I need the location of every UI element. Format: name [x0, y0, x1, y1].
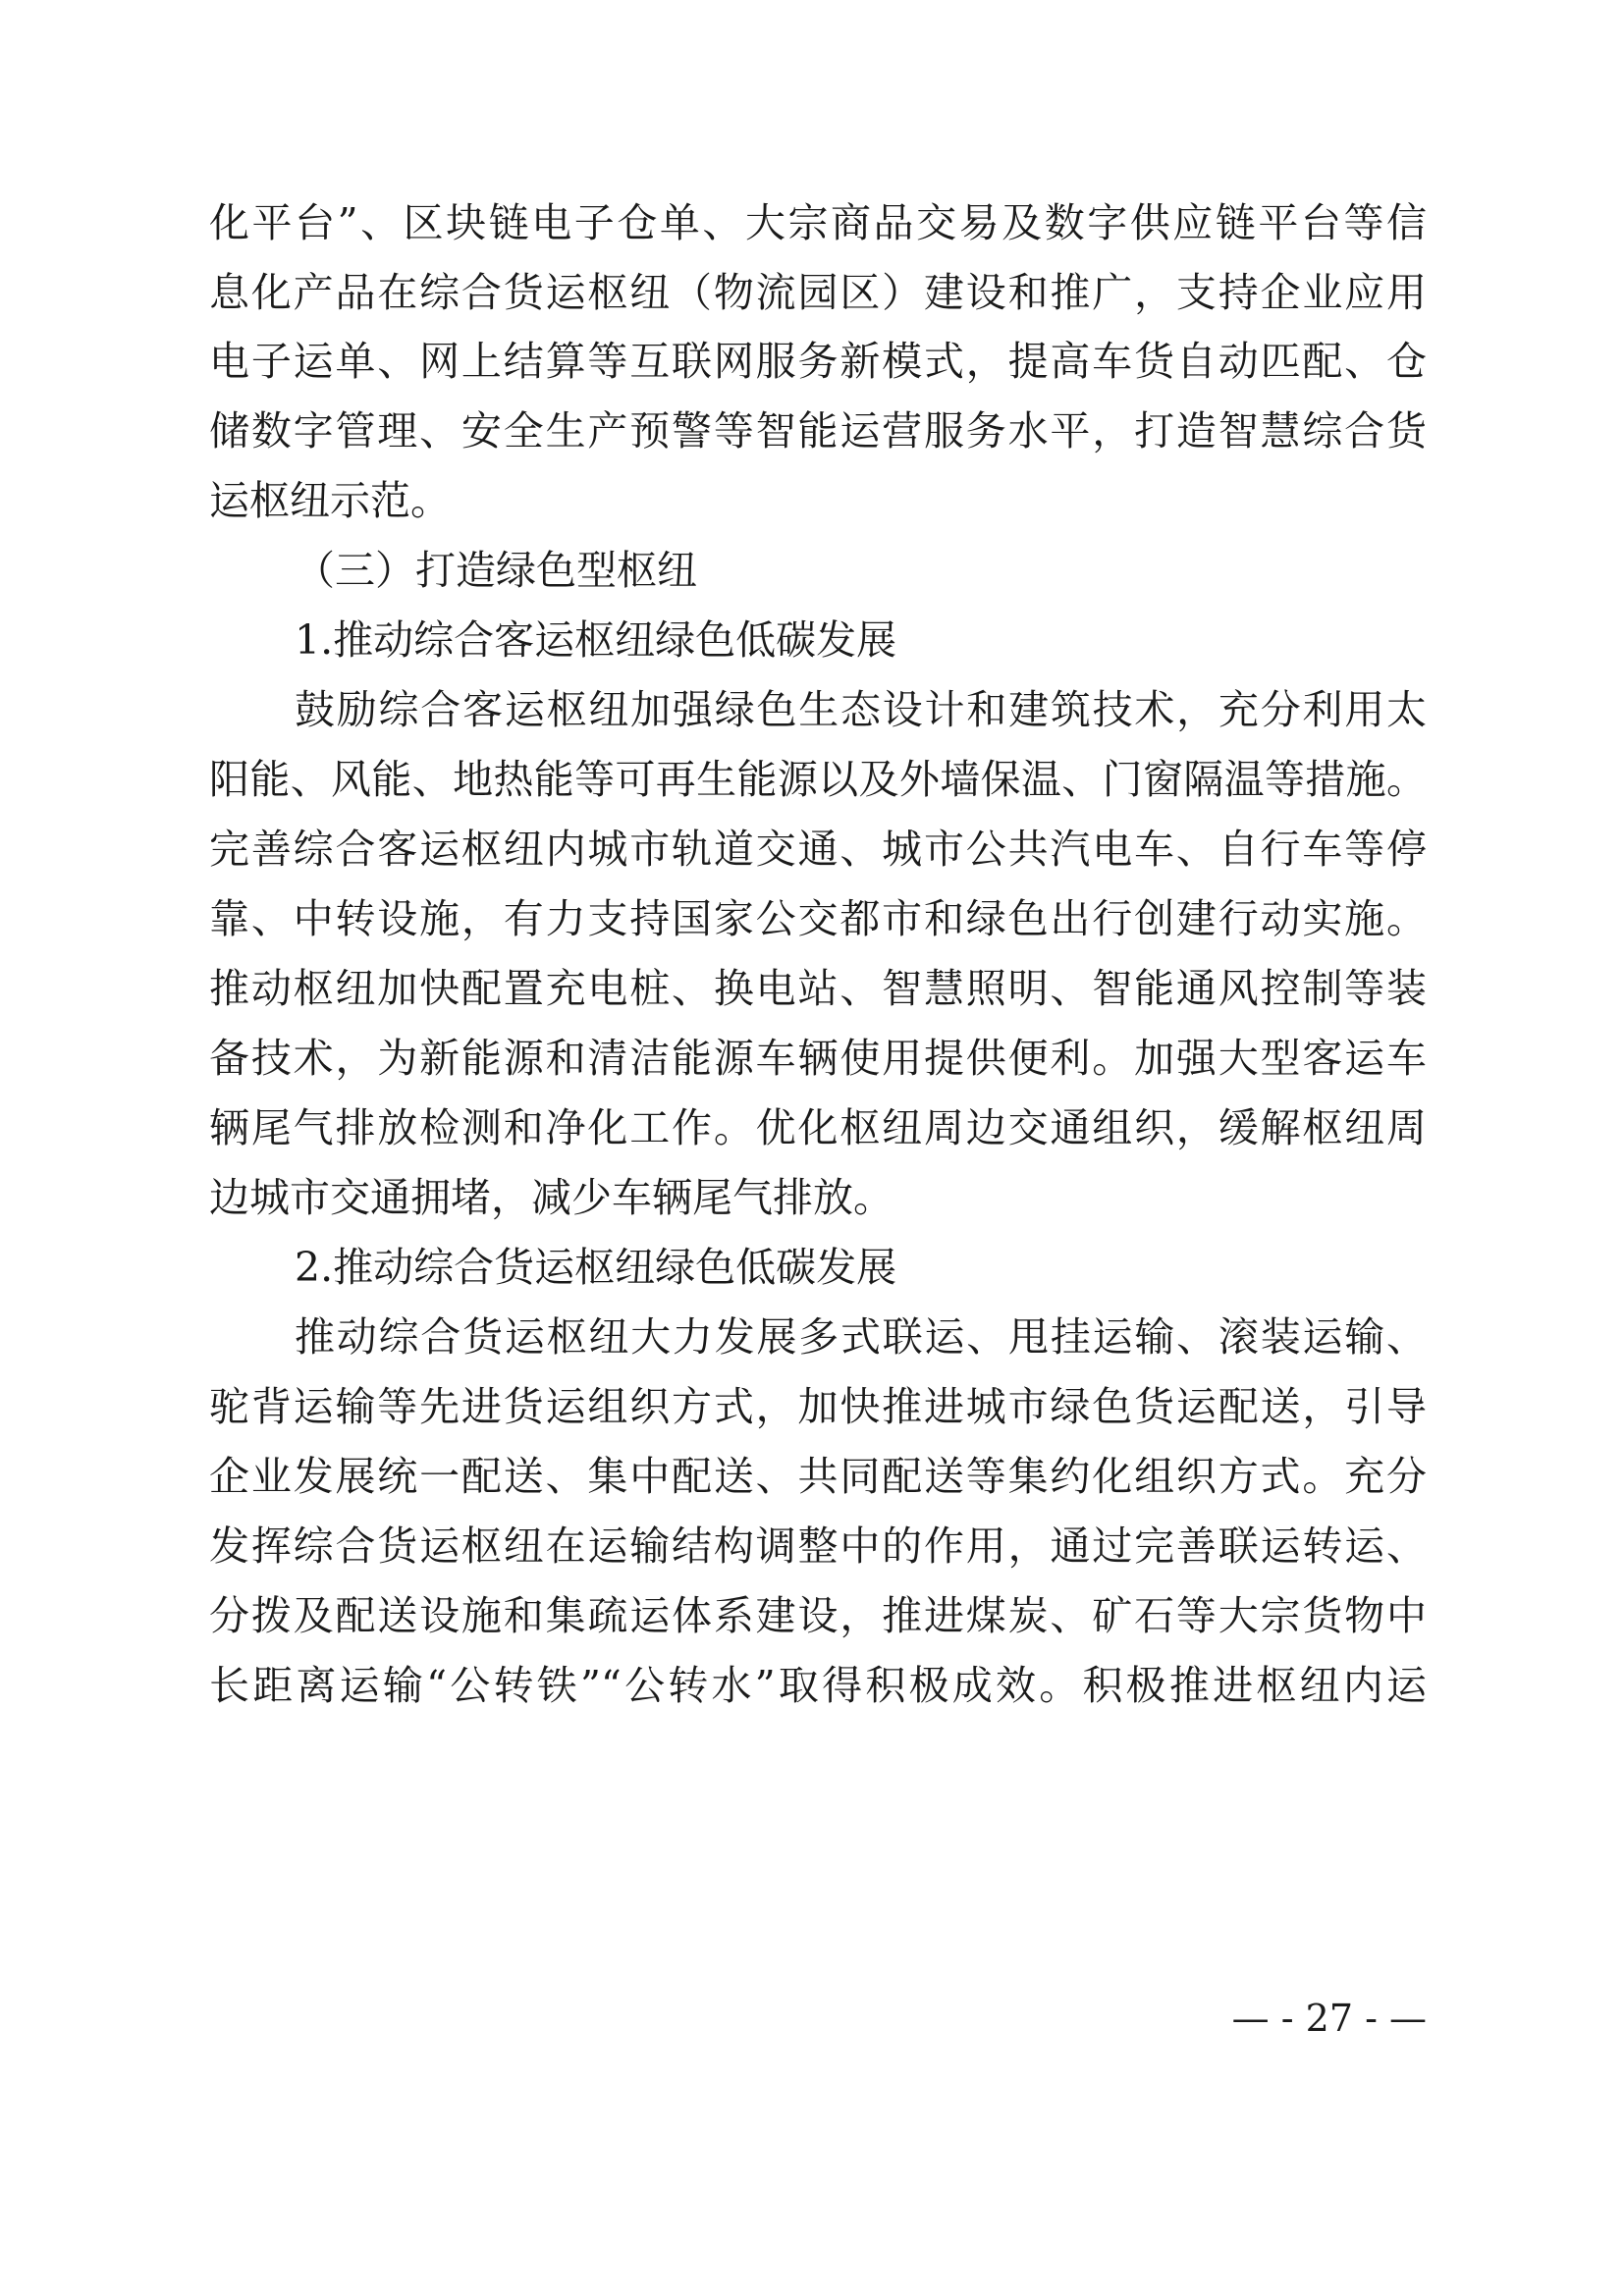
text-line: 推动枢纽加快配置充电桩、换电站、智慧照明、智能通风控制等装 [209, 965, 1427, 1012]
text-line: 息化产品在综合货运枢纽（物流园区）建设和推广，支持企业应用 [209, 269, 1427, 316]
text-line: 储数字管理、安全生产预警等智能运营服务水平，打造智慧综合货 [209, 407, 1427, 454]
section-heading: （三）打造绿色型枢纽 [295, 547, 697, 594]
page-number: — - 27 - — [1231, 1997, 1427, 2040]
text-line: 边城市交通拥堵，减少车辆尾气排放。 [209, 1174, 893, 1221]
text-line: 靠、中转设施，有力支持国家公交都市和绿色出行创建行动实施。 [209, 895, 1427, 942]
text-line: 运枢纽示范。 [209, 477, 451, 524]
subsection-heading: 1.推动综合客运枢纽绿色低碳发展 [295, 616, 897, 664]
text-line: 分拨及配送设施和集疏运体系建设，推进煤炭、矿石等大宗货物中 [209, 1592, 1427, 1639]
text-line: 辆尾气排放检测和净化工作。优化枢纽周边交通组织，缓解枢纽周 [209, 1104, 1427, 1151]
text-line: 化平台”、区块链电子仓单、大宗商品交易及数字供应链平台等信 [209, 199, 1427, 246]
text-line: 阳能、风能、地热能等可再生能源以及外墙保温、门窗隔温等措施。 [209, 756, 1427, 803]
text-line: 鼓励综合客运枢纽加强绿色生态设计和建筑技术，充分利用太 [295, 686, 1427, 733]
text-line: 电子运单、网上结算等互联网服务新模式，提高车货自动匹配、仓 [209, 338, 1427, 385]
text-line: 长距离运输“公转铁”“公转水”取得积极成效。积极推进枢纽内运 [209, 1662, 1427, 1709]
text-line: 备技术，为新能源和清洁能源车辆使用提供便利。加强大型客运车 [209, 1035, 1427, 1082]
text-line: 完善综合客运枢纽内城市轨道交通、城市公共汽电车、自行车等停 [209, 826, 1427, 873]
text-line: 发挥综合货运枢纽在运输结构调整中的作用，通过完善联运转运、 [209, 1522, 1427, 1570]
text-line: 推动综合货运枢纽大力发展多式联运、甩挂运输、滚装运输、 [295, 1313, 1427, 1361]
subsection-heading: 2.推动综合货运枢纽绿色低碳发展 [295, 1244, 897, 1291]
text-line: 驼背运输等先进货运组织方式，加快推进城市绿色货运配送，引导 [209, 1383, 1427, 1430]
text-line: 企业发展统一配送、集中配送、共同配送等集约化组织方式。充分 [209, 1453, 1427, 1500]
